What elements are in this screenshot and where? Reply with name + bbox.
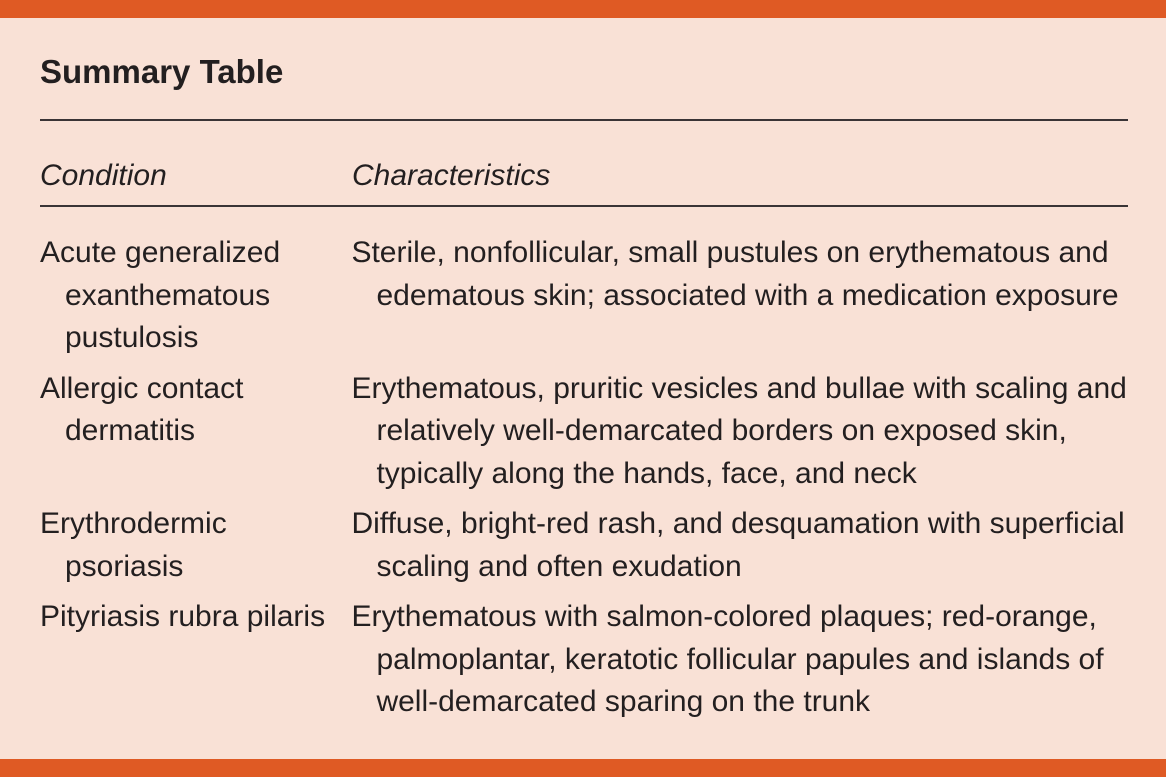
column-header-condition: Condition bbox=[40, 159, 167, 192]
top-accent-bar bbox=[0, 0, 1166, 18]
table-row bbox=[40, 232, 1140, 360]
condition-cell: Acute generalized exanthematous pustulosis bbox=[40, 236, 281, 354]
title-divider bbox=[40, 119, 1128, 121]
table-row bbox=[40, 596, 1140, 724]
table-row bbox=[40, 503, 1140, 588]
characteristics-cell: Sterile, nonfollicular, small pustules on erythematous and edematous skin; associated with a medication exposure bbox=[351, 236, 1119, 312]
characteristics-cell: Erythematous with salmon-colored plaques; red-orange, palmoplantar, keratotic follicular papules and islands of well-demarcated sparing on the trunk bbox=[351, 600, 1104, 718]
header-divider bbox=[40, 205, 1128, 207]
bottom-accent-bar bbox=[0, 759, 1166, 777]
table-row bbox=[40, 368, 1140, 496]
condition-cell: Erythrodermic psoriasis bbox=[40, 507, 227, 583]
characteristics-cell: Diffuse, bright-red rash, and desquamation with superficial scaling and often exudation bbox=[351, 507, 1125, 583]
column-header-characteristics: Characteristics bbox=[352, 159, 551, 192]
characteristics-cell: Erythematous, pruritic vesicles and bullae with scaling and relatively well-demarcated borders on exposed skin, typically along the hands, face, and neck bbox=[351, 371, 1127, 490]
table-title: Summary Table bbox=[40, 53, 284, 90]
condition-cell: Allergic contact dermatitis bbox=[40, 371, 244, 447]
condition-cell: Pityriasis rubra pilaris bbox=[40, 600, 326, 633]
table-body bbox=[40, 232, 1140, 732]
